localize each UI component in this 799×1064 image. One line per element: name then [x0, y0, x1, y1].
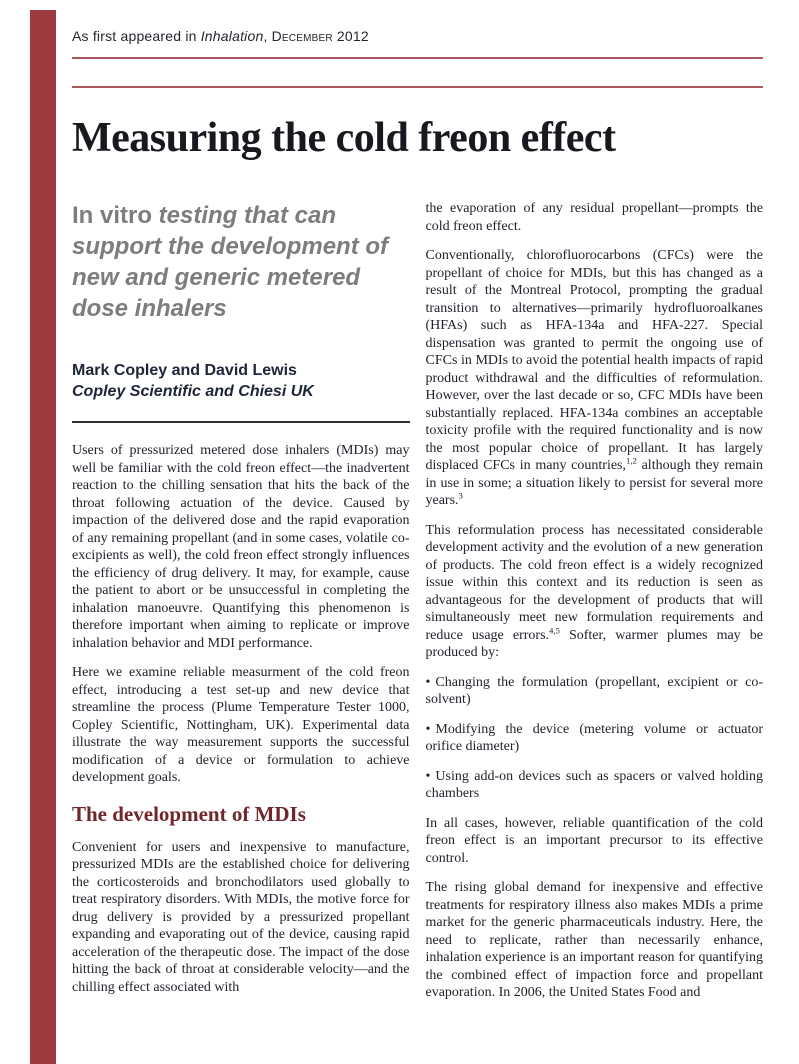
bullet-text: Changing the formulation (propellant, excipient or co-solvent) [425, 674, 763, 708]
body-paragraph: the evaporation of any residual propellant—prompts the cold freon effect. [425, 201, 763, 234]
body-paragraph: Conventionally, chlorofluorocarbons (CFCs) were the propellant of choice for MDIs, but this has changed as a result of the Montreal Protocol, prompting the gradual transition to alternatives—primarily hydrofluoroalkanes (HFAs) such as HFA-134a and HFA-227. Special dispensation was granted to permit the ongoing use of CFCs in MDIs to avoid the potential health impacts of rapid product withdrawal and the difficulties of reformulation. However, over the last decade or so, CFC MDIs have been substantially replaced. HFA-134a combines an acceptable toxicity profile with the required functionality and is now the most popular choice of propellant. It has largely displaced CFCs in many countries,$^{1,2}$ although they remain in use in some; a situation likely to persist for several more years.$^3$ [425, 248, 764, 509]
bullet-item [426, 674, 764, 709]
author-affiliations: Copley Scientific and Chiesi UK [72, 383, 314, 401]
top-rule-upper [72, 57, 763, 59]
author-names: Mark Copley and David Lewis [72, 362, 297, 380]
reprint-credit-line: As first appeared in Inhalation, December 2012 [72, 28, 369, 44]
article-subtitle: In vitro testing that can support the development of new and generic metered dose inhalers [72, 202, 389, 323]
bullet-marker: • [425, 674, 431, 690]
section-heading-development-of-mdis: The development of MDIs [72, 801, 306, 826]
left-column [72, 200, 410, 1002]
bullet-marker: • [425, 721, 431, 737]
body-paragraph: Users of pressurized metered dose inhalers (MDIs) may well be familiar with the cold freon effect—the inadvertent reaction to the chilling sensation that hits the back of the throat following actuation of the device. Caused by impaction of the delivered dose and the rapid evaporation of any remaining propellant (and in some cases, volatile co-excipients as well), the cold freon effect strongly influences the efficiency of drug delivery. It may, for example, cause the patient to abort or be unsuccessful in completing the inhalation manoeuvre. Quantifying this phenomenon is therefore important when aiming to replicate or improve inhalation behavior and MDI performance. [72, 443, 410, 651]
bullet-item [426, 721, 764, 756]
body-paragraph: Here we examine reliable measurment of the cold freon effect, introducing a test set-up and new device that streamline the process (Plume Temperature Tester 1000, Copley Scientific, Nottingham, UK). Experimental data illustrate the way measurement supports the successful modification of a device or formulation to achieve development goals. [72, 665, 410, 786]
author-block [72, 360, 410, 402]
body-paragraph: In all cases, however, reliable quantification of the cold freon effect is an important precursor to its effective control. [425, 815, 763, 866]
body-paragraph: The rising global demand for inexpensive and effective treatments for respiratory illness also makes MDIs a prime market for the generic pharmaceuticals industry. Here, the need to replicate, rather than necessarily enhance, inhalation experience is an important reason for quantifying the combined effect of impaction force and propellant evaporation. In 2006, the United States Food and [425, 880, 763, 1001]
bullet-item [426, 768, 764, 803]
right-column [426, 200, 764, 1002]
bullet-marker: • [425, 768, 431, 784]
body-paragraph: Convenient for users and inexpensive to manufacture, pressurized MDIs are the established choice for delivering the corticosteroids and bronchodilators used globally to treat respiratory disorders. With MDIs, the motive force for drug delivery is provided by a pressurized propellant expanding and evaporating out of the device, causing rapid acceleration of the therapeutic dose. The impact of the dose hitting the back of throat at considerable velocity—and the chilling effect associated with [72, 839, 410, 995]
article-title: Measuring the cold freon effect [72, 115, 616, 161]
top-rule-lower [72, 86, 763, 88]
body-paragraph: This reformulation process has necessitated considerable development activity and the evolution of a new generation of products. The cold freon effect is a widely recognized issue within this context and its reduction is seen as advantageous for the development of products that will simultaneously meet new formulation requirements and reduce usage errors.$^{4,5}$ Softer, warmer plumes may be produced by: [425, 522, 763, 661]
two-column-body [72, 200, 763, 1002]
bullet-text: Modifying the device (metering volume or actuator orifice diameter) [425, 721, 763, 755]
author-divider-rule [72, 421, 410, 423]
bullet-text: Using add-on devices such as spacers or valved holding chambers [425, 768, 763, 802]
